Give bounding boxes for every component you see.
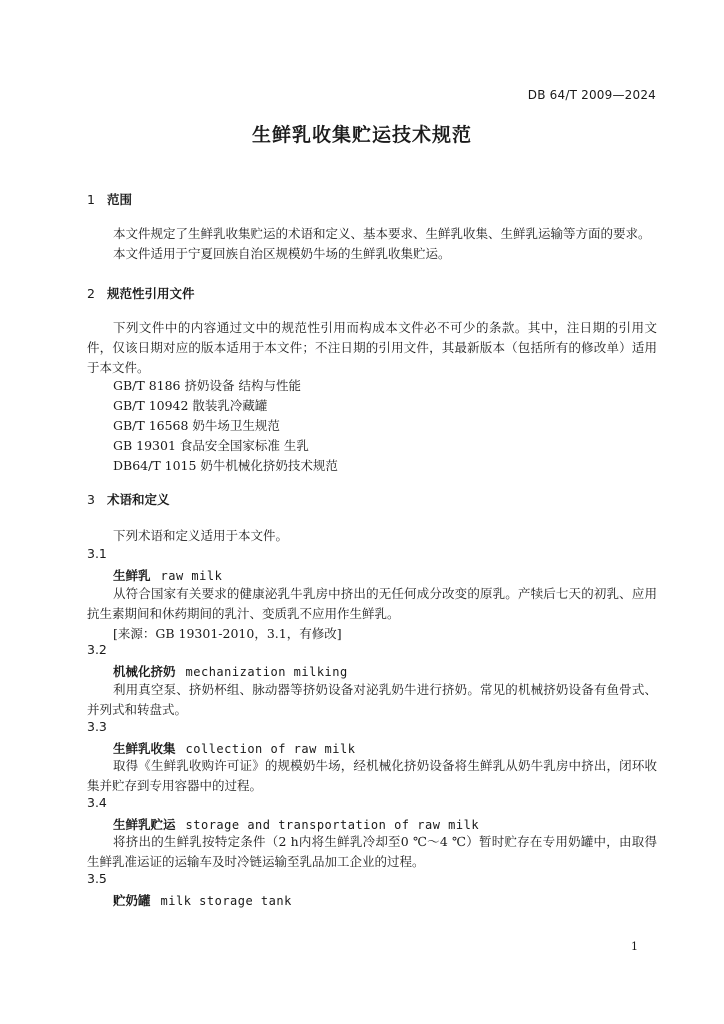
term-source: [来源：GB 19301-2010，3.1，有修改] xyxy=(113,626,342,641)
term-name xyxy=(113,662,348,680)
term-name-zh: 机械化挤奶 xyxy=(113,664,176,679)
reference-item: GB/T 10942 散装乳冷藏罐 xyxy=(113,398,268,413)
section-1-heading xyxy=(87,190,132,208)
term-name-zh: 生鲜乳收集 xyxy=(113,741,176,756)
term-number: 3.2 xyxy=(87,642,107,657)
term-name-en: mechanization milking xyxy=(185,665,348,679)
scope-paragraph-1: 本文件规定了生鲜乳收集贮运的术语和定义、基本要求、生鲜乳收集、生鲜乳运输等方面的要求。 xyxy=(113,226,651,241)
reference-item: GB/T 8186 挤奶设备 结构与性能 xyxy=(113,378,301,393)
term-name xyxy=(113,815,479,833)
term-name-en: collection of raw milk xyxy=(185,742,356,756)
section-number: 1 xyxy=(87,192,95,207)
section-2-heading xyxy=(87,284,195,302)
standard-code: DB 64/T 2009—2024 xyxy=(527,88,656,102)
term-definition: 将挤出的生鲜乳按特定条件（2 h内将生鲜乳冷却至0 ℃～4 ℃）暂时贮存在专用奶罐中，由取得生鲜乳准运证的运输车及时冷链运输至乳品加工企业的过程。 xyxy=(87,834,657,869)
section-3-heading xyxy=(87,490,170,508)
term-number: 3.3 xyxy=(87,719,107,734)
term-name-en: storage and transportation of raw milk xyxy=(185,818,480,832)
section-title: 规范性引用文件 xyxy=(107,286,195,301)
reference-item: DB64/T 1015 奶牛机械化挤奶技术规范 xyxy=(113,458,338,473)
terms-intro: 下列术语和定义适用于本文件。 xyxy=(113,528,289,543)
section-number: 3 xyxy=(87,492,95,507)
section-title: 术语和定义 xyxy=(107,492,170,507)
document-title: 生鲜乳收集贮运技术规范 xyxy=(251,124,472,146)
term-definition: 从符合国家有关要求的健康泌乳牛乳房中挤出的无任何成分改变的原乳。产犊后七天的初乳、应用抗生素期间和休药期间的乳汁、变质乳不应用作生鲜乳。 xyxy=(87,586,657,621)
reference-item: GB 19301 食品安全国家标准 生乳 xyxy=(113,438,309,453)
term-name-zh: 贮奶罐 xyxy=(113,893,151,908)
section-title: 范围 xyxy=(107,192,133,207)
term-name xyxy=(113,891,292,909)
term-name xyxy=(113,739,355,757)
term-name-zh: 生鲜乳贮运 xyxy=(113,817,176,832)
term-name-zh: 生鲜乳 xyxy=(113,568,151,583)
term-name-en: milk storage tank xyxy=(160,894,292,908)
scope-paragraph-2: 本文件适用于宁夏回族自治区规模奶牛场的生鲜乳收集贮运。 xyxy=(113,246,451,261)
term-number: 3.5 xyxy=(87,871,107,886)
term-number: 3.4 xyxy=(87,795,107,810)
section-number: 2 xyxy=(87,286,95,301)
term-name-en: raw milk xyxy=(160,569,223,583)
reference-item: GB/T 16568 奶牛场卫生规范 xyxy=(113,418,280,433)
normative-intro: 下列文件中的内容通过文中的规范性引用而构成本文件必不可少的条款。其中，注日期的引用文件，仅该日期对应的版本适用于本文件；不注日期的引用文件，其最新版本（包括所有的修改单）适用于本文件。 xyxy=(87,320,657,375)
term-definition: 利用真空泵、挤奶杯组、脉动器等挤奶设备对泌乳奶牛进行挤奶。常见的机械挤奶设备有鱼骨式、并列式和转盘式。 xyxy=(87,682,657,717)
page-number: 1 xyxy=(631,940,638,953)
term-number: 3.1 xyxy=(87,546,107,561)
term-name xyxy=(113,566,222,584)
term-definition: 取得《生鲜乳收购许可证》的规模奶牛场，经机械化挤奶设备将生鲜乳从奶牛乳房中挤出，闭环收集并贮存到专用容器中的过程。 xyxy=(87,758,657,793)
